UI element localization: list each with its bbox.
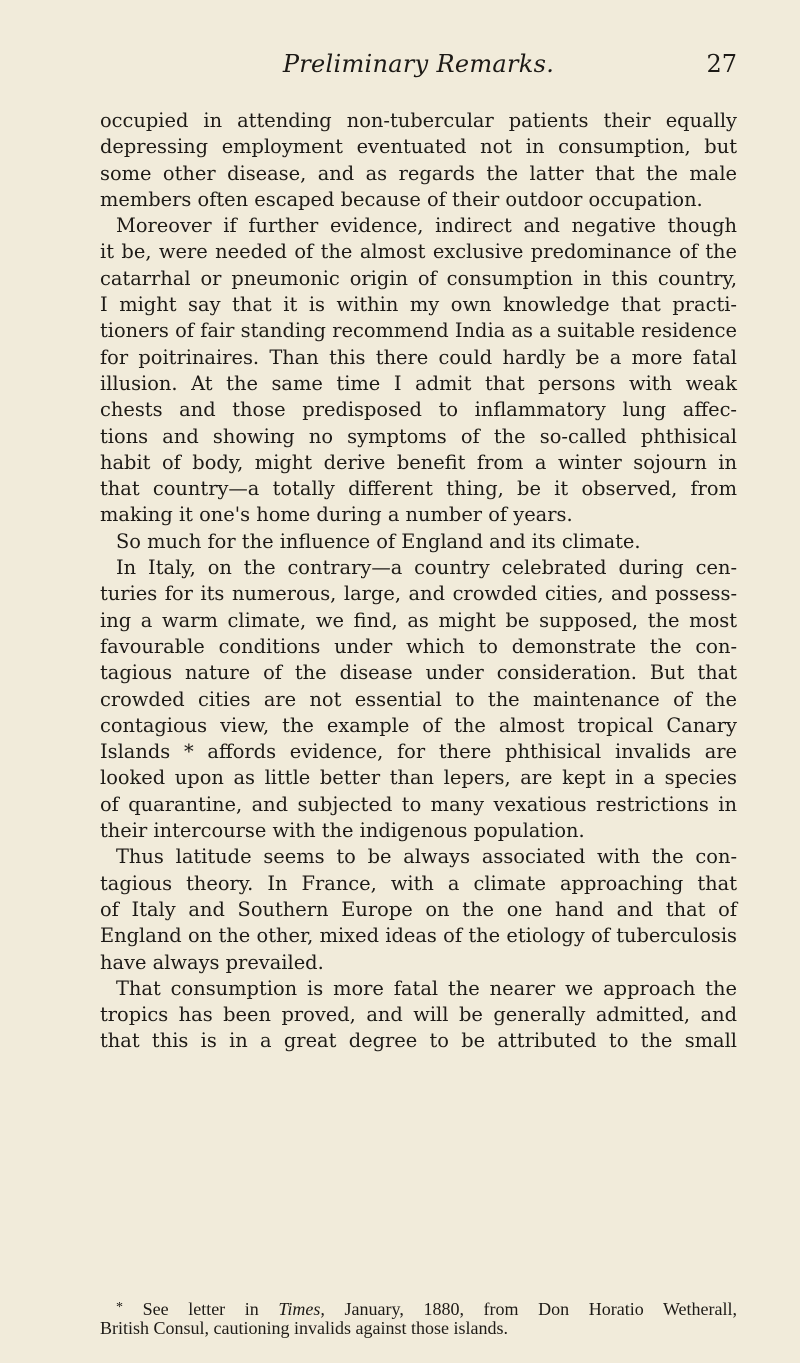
text-line: turies for its numerous, large, and crowded cities, and possess- [100, 582, 737, 606]
text-line: tagious nature of the disease under consideration. But that [100, 661, 737, 685]
text-line: depressing employment eventuated not in consumption, but [100, 135, 737, 159]
text-line: chests and those predisposed to inflammatory lung affec- [100, 398, 737, 422]
footnote [100, 1297, 737, 1339]
text-line: contagious view, the example of the almost tropical Canary [100, 713, 737, 737]
text-line: that this is in a great degree to be attributed to the small [100, 1029, 737, 1053]
text-line: favourable conditions under which to demonstrate the con- [100, 634, 737, 658]
text-line: of Italy and Southern Europe on the one hand and that of [100, 897, 737, 921]
body-text [100, 108, 737, 1055]
text-line: In Italy, on the contrary—a country celebrated during cen- [116, 556, 737, 580]
text-line: illusion. At the same time I admit that persons with weak [100, 371, 737, 395]
text-line: catarrhal or pneumonic origin of consumption in this country, [100, 266, 737, 290]
footnote-line: * See letter in Times, January, 1880, from Don Horatio Wetherall, [116, 1299, 738, 1319]
text-line: tioners of fair standing recommend India as a suitable residence [100, 319, 737, 343]
text-line: looked upon as little better than lepers, are kept in a species [100, 766, 737, 790]
text-line: for poitrinaires. Than this there could hardly be a more fatal [100, 345, 737, 369]
text-line: Moreover if further evidence, indirect and negative though [116, 214, 737, 238]
text-line: I might say that it is within my own knowledge that practi- [100, 293, 737, 317]
text-line: crowded cities are not essential to the maintenance of the [100, 687, 737, 711]
text-line: of quarantine, and subjected to many vexatious restrictions in [100, 792, 737, 816]
text-line: tropics has been proved, and will be generally admitted, and [100, 1003, 737, 1027]
footnote-marker: * [116, 1300, 123, 1315]
text-line: Thus latitude seems to be always associated with the con- [116, 845, 737, 869]
text-line: have always prevailed. [100, 950, 324, 974]
text-line: habit of body, might derive benefit from a winter sojourn in [100, 450, 737, 474]
text-line: their intercourse with the indigenous population. [100, 819, 585, 843]
newspaper-title: Times, [278, 1299, 325, 1319]
text-line: ing a warm climate, we find, as might be supposed, the most [100, 608, 737, 632]
text-line: Islands * affords evidence, for there phthisical invalids are [100, 740, 737, 764]
text-line: tagious theory. In France, with a climate approaching that [100, 871, 737, 895]
footnote-line: British Consul, cautioning invalids against those islands. [100, 1318, 508, 1338]
running-title: Preliminary Remarks. [282, 50, 555, 78]
text-line: that country—a totally different thing, be it observed, from [100, 477, 737, 501]
text-line: tions and showing no symptoms of the so-called phthisical [100, 424, 737, 448]
text-line: it be, were needed of the almost exclusive predominance of the [100, 240, 737, 264]
text-line: occupied in attending non-tubercular patients their equally [100, 109, 737, 132]
page-header [100, 50, 737, 86]
text-line: England on the other, mixed ideas of the etiology of tuberculosis [100, 924, 737, 948]
text-line: That consumption is more fatal the nearer we approach the [116, 976, 737, 1000]
text-line: members often escaped because of their outdoor occupation. [100, 187, 703, 211]
text-line: some other disease, and as regards the latter that the male [100, 161, 737, 185]
text-line: So much for the influence of England and its climate. [116, 529, 641, 553]
page-number: 27 [706, 50, 737, 78]
text-line: making it one's home during a number of years. [100, 503, 573, 527]
